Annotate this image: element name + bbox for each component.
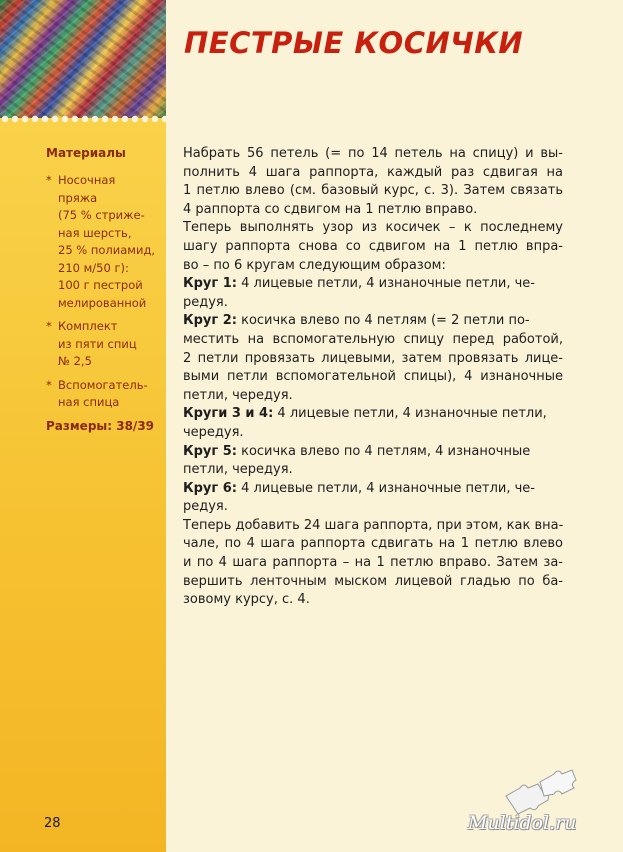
text-line: редуя. [183,499,228,515]
bullet-asterisk: * [46,319,52,333]
text-line: вершить ленточным мыском лицевой гладью по ба- [183,573,563,589]
materials-item-line: 210 м/50 г): [58,260,129,275]
text-line: во – по 6 кругам следующим образом: [183,257,446,273]
text-line: чале, по 4 шага раппорта сдвигать на 1 петлю влево [183,536,563,552]
round-label: Круг 2: [183,313,237,329]
materials-item-line: пряжа [58,190,98,205]
text-line: Теперь выполнять узор из косичек – к последнему [183,220,563,236]
text-line: выми петли вспомогательной спицы), 4 изнаночные [183,369,563,385]
page-number: 28 [44,816,61,831]
round-text: 4 лицевые петли, 4 изнаночные петли, че- [236,276,535,292]
round-text: косичка влево по 4 петлям, 4 изнаночные [236,443,531,459]
round-3-4-line [183,405,563,424]
materials-item-line: из пяти спиц [58,336,137,351]
text-line: 1 петлю влево (см. базовый курс, с. 3). Затем связать [183,183,563,199]
round-label: Круги 3 и 4: [183,406,274,422]
text-line: шагу раппорта снова со сдвигом на 1 петлю впра- [183,238,563,254]
materials-item-line: (75 % стриже- [58,208,145,222]
text-line: петли, чередуя. [183,462,293,478]
text-line: зовому курсу, с. 4. [183,592,310,608]
round-text: косичка влево по 4 петлям (= 2 петли по- [236,313,530,329]
text-line: 2 петли провязать лицевыми, затем провязать лице- [183,350,563,366]
round-text: 4 лицевые петли, 4 изнаночные петли, [273,406,547,422]
materials-item-line: № 2,5 [58,354,92,368]
materials-item-line: Носочная [58,173,116,187]
materials-item-line: ная шерсть, [58,225,132,240]
puzzle-icon [500,768,580,818]
materials-item-line: Комплект [58,319,118,333]
round-5-line [183,443,563,462]
bullet-asterisk: * [46,377,52,392]
instructions [183,145,563,610]
round-label: Круг 5: [183,443,237,459]
watermark: Multidol.ru [468,812,577,834]
text-line: 4 раппорта со сдвигом на 1 петлю вправо. [183,201,478,217]
text-line: Теперь добавить 24 шага раппорта, при этом, как вна- [183,517,564,533]
round-6-line [183,480,563,499]
bullet-asterisk: * [46,173,52,187]
page-title: ПЕСТРЫЕ КОСИЧКИ [184,26,524,60]
materials-item-line: 25 % полиамид, [58,243,156,257]
round-label: Круг 1: [183,276,237,292]
decorative-edge [0,112,166,126]
materials-item [46,172,162,312]
materials-item [46,318,162,371]
text-line: полнить 4 шага раппорта, каждый раз сдвигая на [183,164,563,180]
round-label: Круг 6: [183,480,237,496]
materials-item-line: 100 г пестрой [58,278,143,292]
materials-heading: Материалы [46,146,126,160]
round-2-line [183,312,563,331]
yarn-photo [0,0,166,118]
materials-item [46,377,162,412]
round-text: 4 лицевые петли, 4 изнаночные петли, че- [236,480,535,496]
text-line: редуя. [183,294,228,310]
text-line: и по 4 шага раппорта – на 1 петлю вправо. Затем за- [183,555,563,571]
materials-list [46,172,162,418]
text-line: петли, чередуя. [183,387,293,403]
text-line: Набрать 56 петель (= по 14 петель на спицу) и вы- [183,146,563,161]
text-line: местить на вспомогательную спицу перед работой, [183,331,563,347]
sizes-label: Размеры: 38/39 [46,419,155,433]
text-line: чередуя. [183,424,244,440]
round-1-line [183,275,563,294]
materials-item-line: мелированной [58,295,147,310]
materials-item-line: ная спица [58,395,120,409]
materials-item-line: Вспомогатель- [58,377,148,392]
